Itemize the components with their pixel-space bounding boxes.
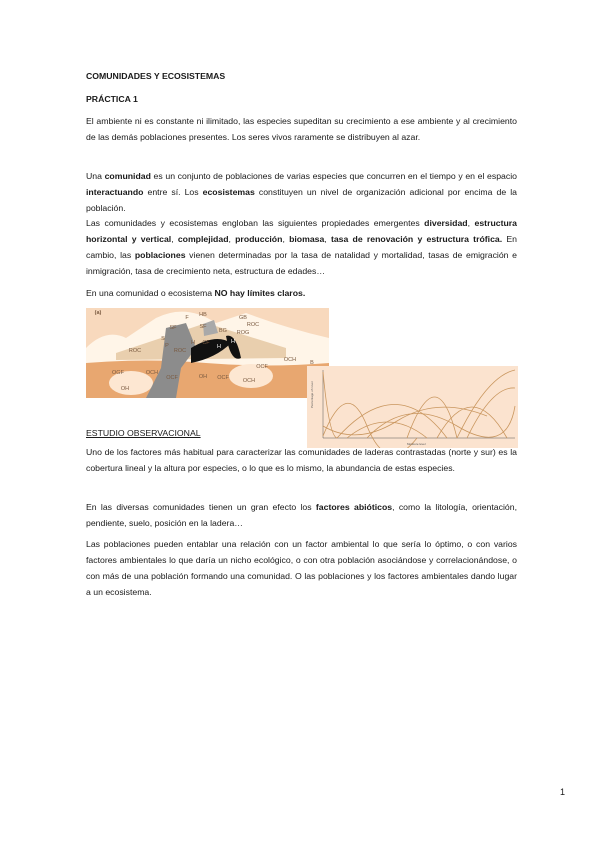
diagram-label: OH (198, 374, 208, 380)
diagram-label: H (217, 344, 221, 350)
chart-ylabel: Percentage of cover (310, 381, 314, 408)
chart-xlabel: Moisture level (407, 442, 426, 446)
diagram-label: ROC (246, 322, 260, 328)
diagram-label: OCF (217, 375, 229, 381)
diagram-label: HB (199, 312, 207, 318)
diagram-label: H (231, 339, 235, 345)
diagram-label: OGF (112, 370, 124, 376)
mountain-vegetation-diagram (86, 308, 329, 398)
diagram-label: ROC (173, 348, 187, 354)
diagram-label: F (185, 315, 189, 321)
diagram-label: OH (120, 386, 130, 392)
panel-label: (a) (94, 310, 102, 316)
diagram-label: S (161, 336, 165, 342)
paragraph-7: Las poblaciones pueden entablar una relación con un factor ambiental lo que sería lo óptimo, o con varios factores ambientales lo que daría un nicho ecológico, o con otra población asociándose y correlacionándose, o con más de una población formando una comunidad. O las poblaciones y los factores ambientales dando lugar a un ecosistema. (86, 539, 517, 597)
section-heading: ESTUDIO OBSERVACIONAL (86, 428, 201, 438)
diagram-label: ROC (128, 348, 142, 354)
diagram-label: OCF (256, 364, 268, 370)
diagram-label: P (165, 343, 169, 349)
diagram-label: SF (169, 325, 177, 331)
diagram-label: GB (239, 315, 247, 321)
diagram-label: CF (202, 340, 210, 346)
paragraph-5: Uno de los factores más habitual para caracterizar las comunidades de laderas contrastadas (norte y sur) es la cobertura lineal y la altura por especies, o lo que es lo mismo, la abundancia de estas especies. (86, 447, 517, 473)
paragraph-6: En las diversas comunidades tienen un gran efecto los factores abióticos, como la litología, orientación, pendiente, suelo, posición en la ladera… (86, 502, 517, 528)
diagram-label: H (191, 340, 195, 346)
paragraph-3: Las comunidades y ecosistemas engloban las siguientes propiedades emergentes diversidad, estructura horizontal y vertical, complejidad, producción, biomasa, tasa de renovación y estructura trófica. En cambio, las poblaciones vienen determinadas por la tasa de natalidad y mortalidad, tasas de emigración e inmigración, tasa de crecimiento neta, estructura de edades… (86, 218, 518, 276)
document-title: COMUNIDADES Y ECOSISTEMAS (86, 71, 226, 81)
diagram-label: OCH (242, 378, 256, 384)
paragraph-2: Una comunidad es un conjunto de poblaciones de varias especies que concurren en el tiempo y en el espacio interactuando entre sí. Los ecosistemas constituyen un nivel de organización adicional por encima de la población. (86, 171, 517, 213)
diagram-label: OCH (283, 357, 297, 363)
diagram-label: ROG (236, 330, 250, 336)
paragraph-4: En una comunidad o ecosistema NO hay límites claros. (86, 288, 306, 298)
practice-heading: PRÁCTICA 1 (86, 94, 138, 104)
page-number: 1 (560, 787, 566, 797)
diagram-label: OCH (145, 370, 159, 376)
diagram-label: BG (219, 328, 227, 334)
paragraph-1: El ambiente ni es constante ni ilimitado, las especies supeditan su crecimiento a ese ambiente y al crecimiento de las demás poblaciones presentes. Los seres vivos raramente se distribuyen al azar. (86, 116, 517, 142)
diagram-label: OCF (166, 375, 178, 381)
diagram-label: SF (199, 324, 207, 330)
diagram-label: B (310, 360, 314, 366)
